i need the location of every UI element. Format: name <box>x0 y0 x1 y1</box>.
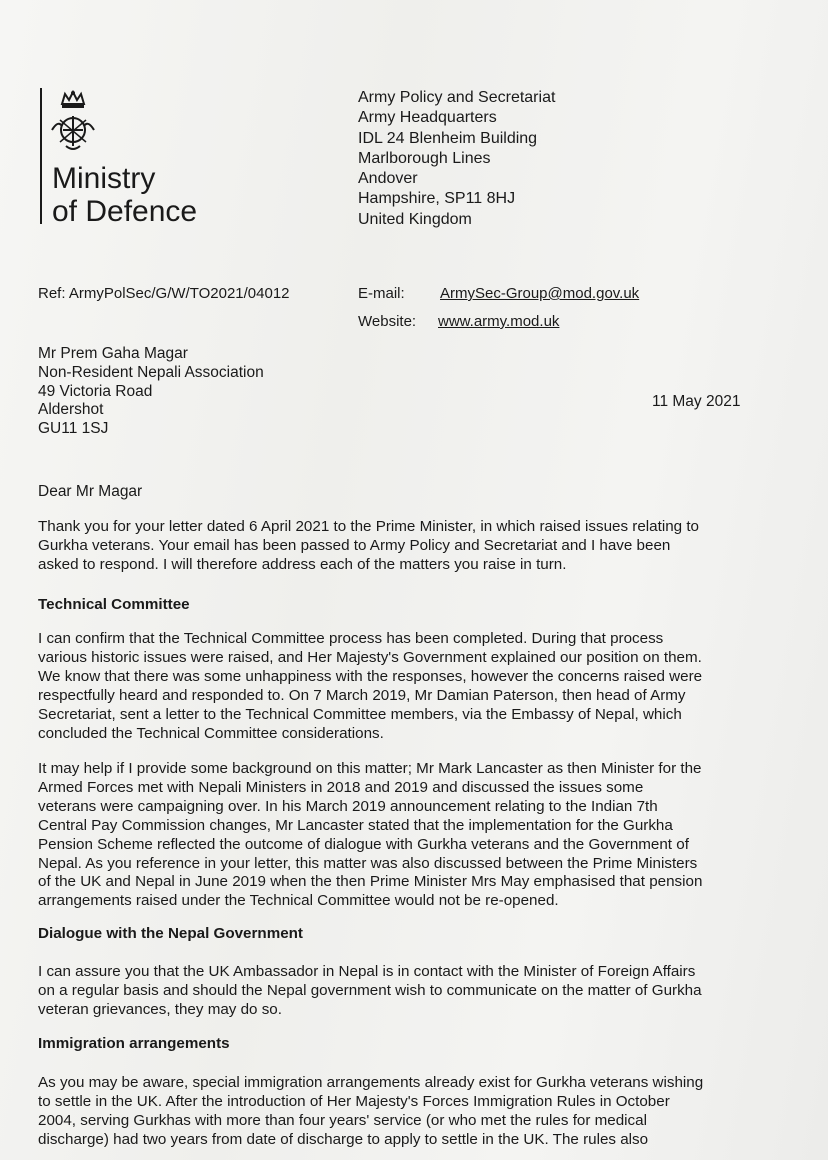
intro-paragraph <box>38 518 798 575</box>
address-line: IDL 24 Blenheim Building <box>358 129 538 147</box>
text-line: It may help if I provide some background on this matter; Mr Mark Lancaster as then Minister for the <box>38 760 702 777</box>
recipient-line: Aldershot <box>38 401 104 419</box>
text-line: Thank you for your letter dated 6 April 2021 to the Prime Minister, in which raised issues relating to <box>38 518 699 535</box>
text-line: Secretariat, sent a letter to the Technical Committee members, via the Embassy of Nepal, which <box>38 705 682 723</box>
text-line: respectfully heard and responded to. On 7 March 2019, Mr Damian Paterson, then head of Army <box>38 686 686 704</box>
recipient-line: 49 Victoria Road <box>38 382 153 400</box>
email-link[interactable]: ArmySec-Group@mod.gov.uk <box>440 285 640 302</box>
text-line: to settle in the UK. After the introduction of Her Majesty's Forces Immigration Rules in October <box>38 1092 670 1110</box>
address-line: Army Headquarters <box>358 109 497 127</box>
text-line: asked to respond. I will therefore address each of the matters you raise in turn. <box>38 555 567 573</box>
salutation: Dear Mr Magar <box>38 483 143 500</box>
text-line: discharge) had two years from date of discharge to apply to settle in the UK. The rules also <box>38 1130 649 1148</box>
text-line: veterans were campaigning over. In his March 2019 announcement relating to the Indian 7th <box>38 797 658 815</box>
text-line: Nepal. As you reference in your letter, this matter was also discussed between the Prime Ministers <box>38 854 698 872</box>
paragraph <box>38 1074 798 1150</box>
text-line: Armed Forces met with Nepali Ministers in 2018 and 2019 and discussed the issues some <box>38 778 644 796</box>
text-line: We know that there was some unhappiness with the responses, however the concerns raised were <box>38 667 703 685</box>
text-line: I can confirm that the Technical Committee process has been completed. During that process <box>38 630 664 647</box>
address-line: Marlborough Lines <box>358 149 491 167</box>
text-line: on a regular basis and should the Nepal government wish to communicate on the matter of Gurkha <box>38 981 702 999</box>
address-line: United Kingdom <box>358 210 472 228</box>
paragraph <box>38 630 798 743</box>
section-heading: Technical Committee <box>38 596 190 613</box>
text-line: Central Pay Commission changes, Mr Lancaster stated that the implementation for the Gurkha <box>38 816 673 834</box>
recipient-address <box>38 345 264 439</box>
paragraph <box>38 760 798 911</box>
address-line: Hampshire, SP11 8HJ <box>358 190 516 208</box>
text-line: concluded the Technical Committee considerations. <box>38 724 384 742</box>
address-line: Andover <box>358 170 418 188</box>
email-label: E-mail: <box>358 285 405 302</box>
sender-address <box>358 88 555 230</box>
royal-crest-icon <box>48 90 98 158</box>
address-line: Army Policy and Secretariat <box>358 89 556 106</box>
logo-divider <box>40 88 42 224</box>
recipient-line: Non-Resident Nepali Association <box>38 363 264 381</box>
text-line: 2004, serving Gurkhas with more than four years' service (or who met the rules for medical <box>38 1111 647 1129</box>
text-line: I can assure you that the UK Ambassador in Nepal is in contact with the Minister of Foreign Affairs <box>38 963 696 980</box>
text-line: of the UK and Nepal in June 2019 when the then Prime Minister Mrs May emphasised that pension <box>38 873 703 891</box>
organisation-name <box>52 162 197 228</box>
recipient-line: GU11 1SJ <box>38 420 109 438</box>
letter-date: 11 May 2021 <box>652 393 741 410</box>
text-line: veteran grievances, they may do so. <box>38 1000 282 1018</box>
text-line: various historic issues were raised, and Her Majesty's Government explained our position on them. <box>38 648 702 666</box>
recipient-line: Mr Prem Gaha Magar <box>38 345 188 362</box>
paragraph <box>38 963 798 1020</box>
reference-number: Ref: ArmyPolSec/G/W/TO2021/04012 <box>38 285 290 302</box>
section-heading: Immigration arrangements <box>38 1035 230 1052</box>
website-label: Website: <box>358 313 417 330</box>
text-line: Gurkha veterans. Your email has been passed to Army Policy and Secretariat and I have been <box>38 536 671 554</box>
text-line: arrangements raised under the Technical Committee would not be re-opened. <box>38 892 559 910</box>
section-heading: Dialogue with the Nepal Government <box>38 925 303 942</box>
org-name-line-1: Ministry <box>52 162 156 195</box>
org-name-line-2: of Defence <box>52 195 198 228</box>
text-line: Pension Scheme reflected the outcome of dialogue with Gurkha veterans and the Government of <box>38 835 689 853</box>
website-link[interactable]: www.army.mod.uk <box>438 313 560 330</box>
text-line: As you may be aware, special immigration arrangements already exist for Gurkha veterans wishing <box>38 1074 704 1091</box>
